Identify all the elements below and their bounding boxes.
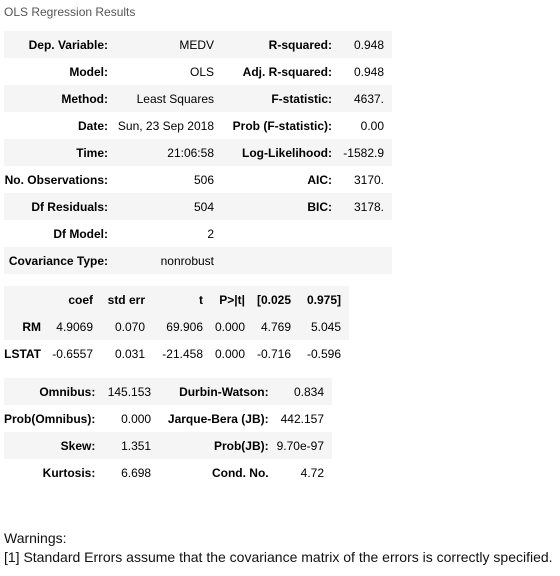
diagnostic-label: Prob(Omnibus):	[4, 405, 103, 432]
summary-label: AIC:	[222, 166, 340, 193]
coef-row	[4, 313, 349, 340]
coef-column-header: [0.025	[253, 286, 299, 313]
summary-label	[222, 220, 340, 247]
diagnostic-label: Omnibus:	[4, 378, 103, 405]
coef-value: -0.596	[299, 340, 349, 367]
coef-variable: RM	[4, 313, 49, 340]
summary-label: Covariance Type:	[4, 247, 116, 274]
summary-value: 0.00	[340, 112, 392, 139]
coef-value: -0.716	[253, 340, 299, 367]
diagnostic-value: 0.834	[277, 378, 332, 405]
summary-label: BIC:	[222, 193, 340, 220]
diagnostics-table	[4, 378, 332, 486]
summary-value	[340, 247, 392, 274]
diagnostic-value: 6.698	[103, 459, 159, 486]
summary-row	[4, 112, 392, 139]
summary-label: Prob (F-statistic):	[222, 112, 340, 139]
results-caption: OLS Regression Results	[4, 5, 136, 19]
summary-value: OLS	[116, 58, 222, 85]
coef-value: 69.906	[153, 313, 211, 340]
summary-value: -1582.9	[340, 139, 392, 166]
summary-row	[4, 247, 392, 274]
summary-label: Df Model:	[4, 220, 116, 247]
summary-value: 506	[116, 166, 222, 193]
coef-column-header: t	[153, 286, 211, 313]
warnings-title: Warnings:	[4, 530, 67, 546]
diagnostic-value: 4.72	[277, 459, 332, 486]
diagnostic-value: 1.351	[103, 432, 159, 459]
coef-variable: LSTAT	[4, 340, 49, 367]
coef-column-header: 0.975]	[299, 286, 349, 313]
summary-label: Method:	[4, 85, 116, 112]
summary-row	[4, 85, 392, 112]
coef-value: -0.6557	[49, 340, 101, 367]
diagnostics-row	[4, 459, 332, 486]
diagnostic-label: Jarque-Bera (JB):	[159, 405, 277, 432]
coef-header-row	[4, 286, 349, 313]
summary-row	[4, 166, 392, 193]
summary-label: No. Observations:	[4, 166, 116, 193]
coef-value: 0.000	[211, 313, 253, 340]
summary-value: 3170.	[340, 166, 392, 193]
summary-row	[4, 193, 392, 220]
diagnostic-value: 9.70e-97	[277, 432, 332, 459]
coef-value: 0.000	[211, 340, 253, 367]
summary-value	[340, 220, 392, 247]
coef-row	[4, 340, 349, 367]
diagnostic-label: Durbin-Watson:	[159, 378, 277, 405]
diagnostics-row	[4, 378, 332, 405]
summary-label: Log-Likelihood:	[222, 139, 340, 166]
coef-value: 0.070	[101, 313, 153, 340]
diagnostic-label: Kurtosis:	[4, 459, 103, 486]
summary-value: 504	[116, 193, 222, 220]
summary-value: Sun, 23 Sep 2018	[116, 112, 222, 139]
warning-item: [1] Standard Errors assume that the covariance matrix of the errors is correctly specified.	[4, 549, 553, 565]
coef-value: 5.045	[299, 313, 349, 340]
summary-row	[4, 31, 392, 58]
summary-value: 2	[116, 220, 222, 247]
summary-row	[4, 139, 392, 166]
summary-value: nonrobust	[116, 247, 222, 274]
diagnostic-value: 442.157	[277, 405, 332, 432]
summary-label: Model:	[4, 58, 116, 85]
summary-label	[222, 247, 340, 274]
summary-row	[4, 58, 392, 85]
summary-value: 0.948	[340, 58, 392, 85]
diagnostic-value: 0.000	[103, 405, 159, 432]
diagnostic-value: 145.153	[103, 378, 159, 405]
summary-value: 3178.	[340, 193, 392, 220]
summary-value: 21:06:58	[116, 139, 222, 166]
coef-column-header: std err	[101, 286, 153, 313]
coef-column-header	[4, 286, 49, 313]
coef-column-header: coef	[49, 286, 101, 313]
summary-table	[4, 31, 392, 274]
diagnostics-row	[4, 432, 332, 459]
summary-label: Adj. R-squared:	[222, 58, 340, 85]
diagnostic-label: Skew:	[4, 432, 103, 459]
summary-label: Date:	[4, 112, 116, 139]
coef-value: 4.9069	[49, 313, 101, 340]
summary-label: Df Residuals:	[4, 193, 116, 220]
summary-value: 4637.	[340, 85, 392, 112]
summary-value: Least Squares	[116, 85, 222, 112]
summary-label: F-statistic:	[222, 85, 340, 112]
summary-value: 0.948	[340, 31, 392, 58]
summary-label: Time:	[4, 139, 116, 166]
summary-label: Dep. Variable:	[4, 31, 116, 58]
coef-column-header: P>|t|	[211, 286, 253, 313]
diagnostic-label: Prob(JB):	[159, 432, 277, 459]
coef-value: 0.031	[101, 340, 153, 367]
summary-row	[4, 220, 392, 247]
coef-value: 4.769	[253, 313, 299, 340]
coefficient-table	[4, 286, 349, 367]
diagnostics-row	[4, 405, 332, 432]
summary-value: MEDV	[116, 31, 222, 58]
summary-label: R-squared:	[222, 31, 340, 58]
coef-value: -21.458	[153, 340, 211, 367]
diagnostic-label: Cond. No.	[159, 459, 277, 486]
